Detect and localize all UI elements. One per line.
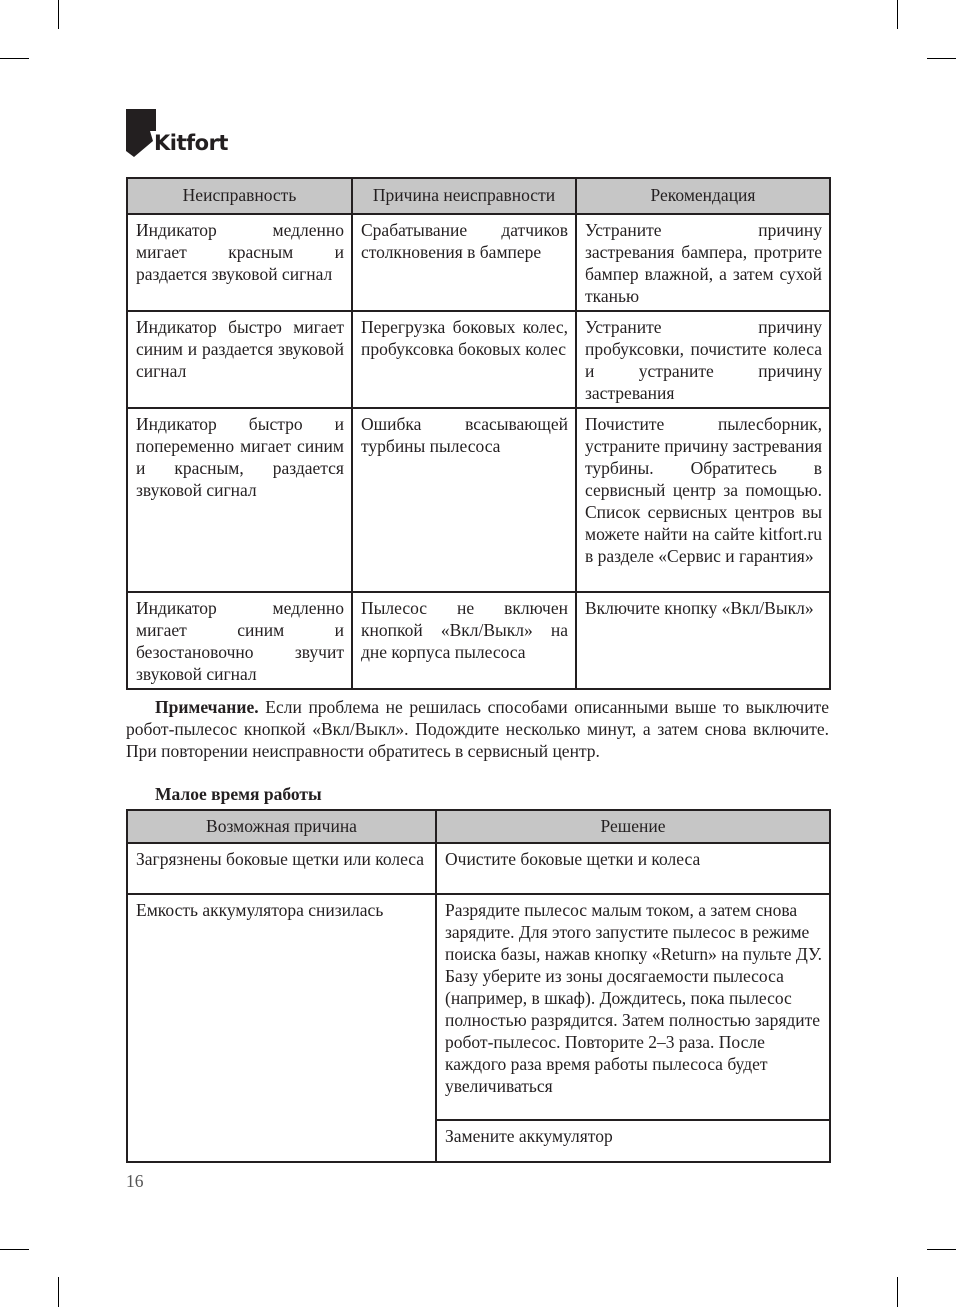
fault-cell: Индикатор быстро и попеременно мигает синим и красным, раздается звуковой сигнал: [127, 408, 352, 592]
section-heading: Малое время работы: [155, 784, 322, 804]
note-label: Примечание.: [155, 697, 259, 717]
cause-cell: Пылесос не включен кнопкой «Вкл/Выкл» на дне корпуса пылесоса: [352, 592, 576, 689]
cause-cell: Срабатывание датчиков столкновения в бампере: [352, 214, 576, 311]
solution-cell: Замените аккумулятор: [436, 1120, 830, 1162]
solution-cell: Очистите боковые щетки и колеса: [436, 843, 830, 894]
page-number: 16: [126, 1171, 144, 1191]
table-row: [127, 843, 830, 894]
table-row: [127, 408, 830, 592]
crop-mark: [0, 58, 29, 59]
table-row: [127, 894, 830, 1120]
column-header: Рекомендация: [576, 178, 830, 214]
fault-cell: Индикатор быстро мигает синим и раздается звуковой сигнал: [127, 311, 352, 408]
short-runtime-table: [126, 809, 831, 1163]
recommendation-cell: Включите кнопку «Вкл/Выкл»: [576, 592, 830, 689]
note-paragraph: [126, 696, 829, 762]
solution-cell: Разрядите пылесос малым током, а затем снова зарядите. Для этого запустите пылесос в режиме поиска базы, нажав кнопку «Return» на пульте ДУ. Базу уберите из зоны досягаемости пылесоса (например, в шкаф). Дождитесь, пока пылесос полностью разрядится. Затем полностью зарядите робот-пылесос. Повторите 2–3 раза. После каждого раза время работы пылесоса будет увеличиваться: [436, 894, 830, 1120]
crop-mark: [897, 0, 898, 29]
cause-cell: Ошибка всасывающей турбины пылесоса: [352, 408, 576, 592]
recommendation-cell: Устраните причину пробуксовки, почистите колеса и устраните причину застревания: [576, 311, 830, 408]
cause-cell: Перегрузка боковых колес, пробуксовка боковых колес: [352, 311, 576, 408]
crop-mark: [897, 1277, 898, 1307]
brand-name: Kitfort: [154, 131, 228, 155]
table-header-row: [127, 178, 830, 214]
column-header: Причина неисправности: [352, 178, 576, 214]
recommendation-cell: Устраните причину застревания бампера, протрите бампер влажной, а затем сухой тканью: [576, 214, 830, 311]
cause-cell: Емкость аккумулятора снизилась: [127, 894, 436, 1162]
table-row: [127, 311, 830, 408]
note-text: Если проблема не решилась способами описанными выше то выключите робот-пылесос кнопкой «Вкл/Выкл». Подождите несколько минут, а затем снова включите. При повторении неисправности обратитесь в сервисный центр.: [126, 697, 829, 761]
crop-mark: [927, 58, 956, 59]
brand-logo: [126, 109, 226, 159]
table-row: [127, 592, 830, 689]
crop-mark: [58, 1277, 59, 1307]
crop-mark: [0, 1249, 29, 1250]
table-header-row: [127, 810, 830, 843]
column-header: Возможная причина: [127, 810, 436, 843]
crop-mark: [58, 0, 59, 29]
fault-cell: Индикатор медленно мигает красным и раздается звуковой сигнал: [127, 214, 352, 311]
crop-mark: [927, 1249, 956, 1250]
column-header: Неисправность: [127, 178, 352, 214]
column-header: Решение: [436, 810, 830, 843]
recommendation-cell: Почистите пылесборник, устраните причину застревания турбины. Обратитесь в сервисный центр за помощью. Список сервисных центров вы можете найти на сайте kitfort.ru в разделе «Сервис и гарантия»: [576, 408, 830, 592]
table-row: [127, 214, 830, 311]
troubleshooting-table: [126, 177, 831, 690]
cause-cell: Загрязнены боковые щетки или колеса: [127, 843, 436, 894]
fault-cell: Индикатор медленно мигает синим и безостановочно звучит звуковой сигнал: [127, 592, 352, 689]
